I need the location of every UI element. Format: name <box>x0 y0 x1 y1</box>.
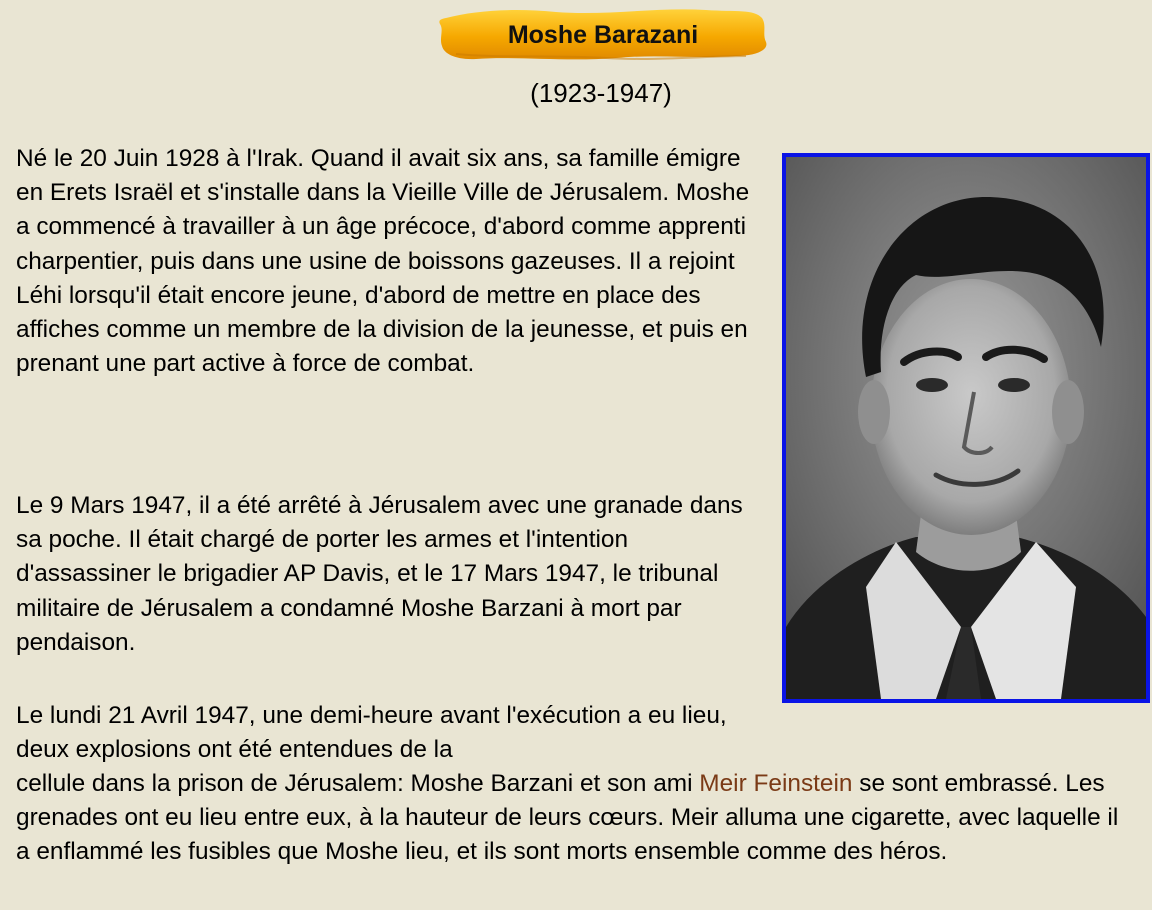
biography-paragraph-3-start: Le lundi 21 Avril 1947, une demi-heure avant l'exécution a eu lieu, deux explosions ont été entendues de la <box>16 702 727 764</box>
portrait-photo <box>782 153 1150 703</box>
biography-paragraph-1: Né le 20 Juin 1928 à l'Irak. Quand il avait six ans, sa famille émigre en Erets Israël et s'installe dans la Vieille Ville de Jérusalem. Moshe a commencé à travailler à un âge précoce, d'abord comme apprenti charpentier, puis dans une usine de boissons gazeuses. Il a rejoint Léhi lorsqu'il était encore jeune, d'abord de mettre en place des affiches comme un membre de la division de la jeunesse, et puis en prenant une part active à force de combat. <box>16 145 750 378</box>
portrait-illustration <box>786 157 1146 699</box>
title-banner <box>436 4 770 66</box>
biography-paragraph-2: Le 9 Mars 1947, il a été arrêté à Jérusalem avec une granade dans sa poche. Il était chargé de porter les armes et l'intention d'assassiner le brigadier AP Davis, et le 17 Mars 1947, le tribunal militaire de Jérusalem a condamné Moshe Barzani à mort par pendaison. <box>16 492 743 656</box>
life-dates: (1923-1947) <box>530 78 672 108</box>
biography-paragraph-3-rest <box>16 767 1136 870</box>
paragraph-3-text-before-link: cellule dans la prison de Jérusalem: Moshe Barzani et son ami <box>16 770 700 797</box>
meir-feinstein-link[interactable]: Meir Feinstein <box>699 770 853 797</box>
paragraph-3-text-after-link: se sont embrassé. Les grenades ont eu lieu entre eux, à la hauteur de leurs cœurs. Meir alluma une cigarette, avec laquelle il a enflammé les fusibles que Moshe lieu, et ils sont morts ensemble comme des héros. <box>16 770 1119 866</box>
page-title: Moshe Barazani <box>507 21 699 49</box>
